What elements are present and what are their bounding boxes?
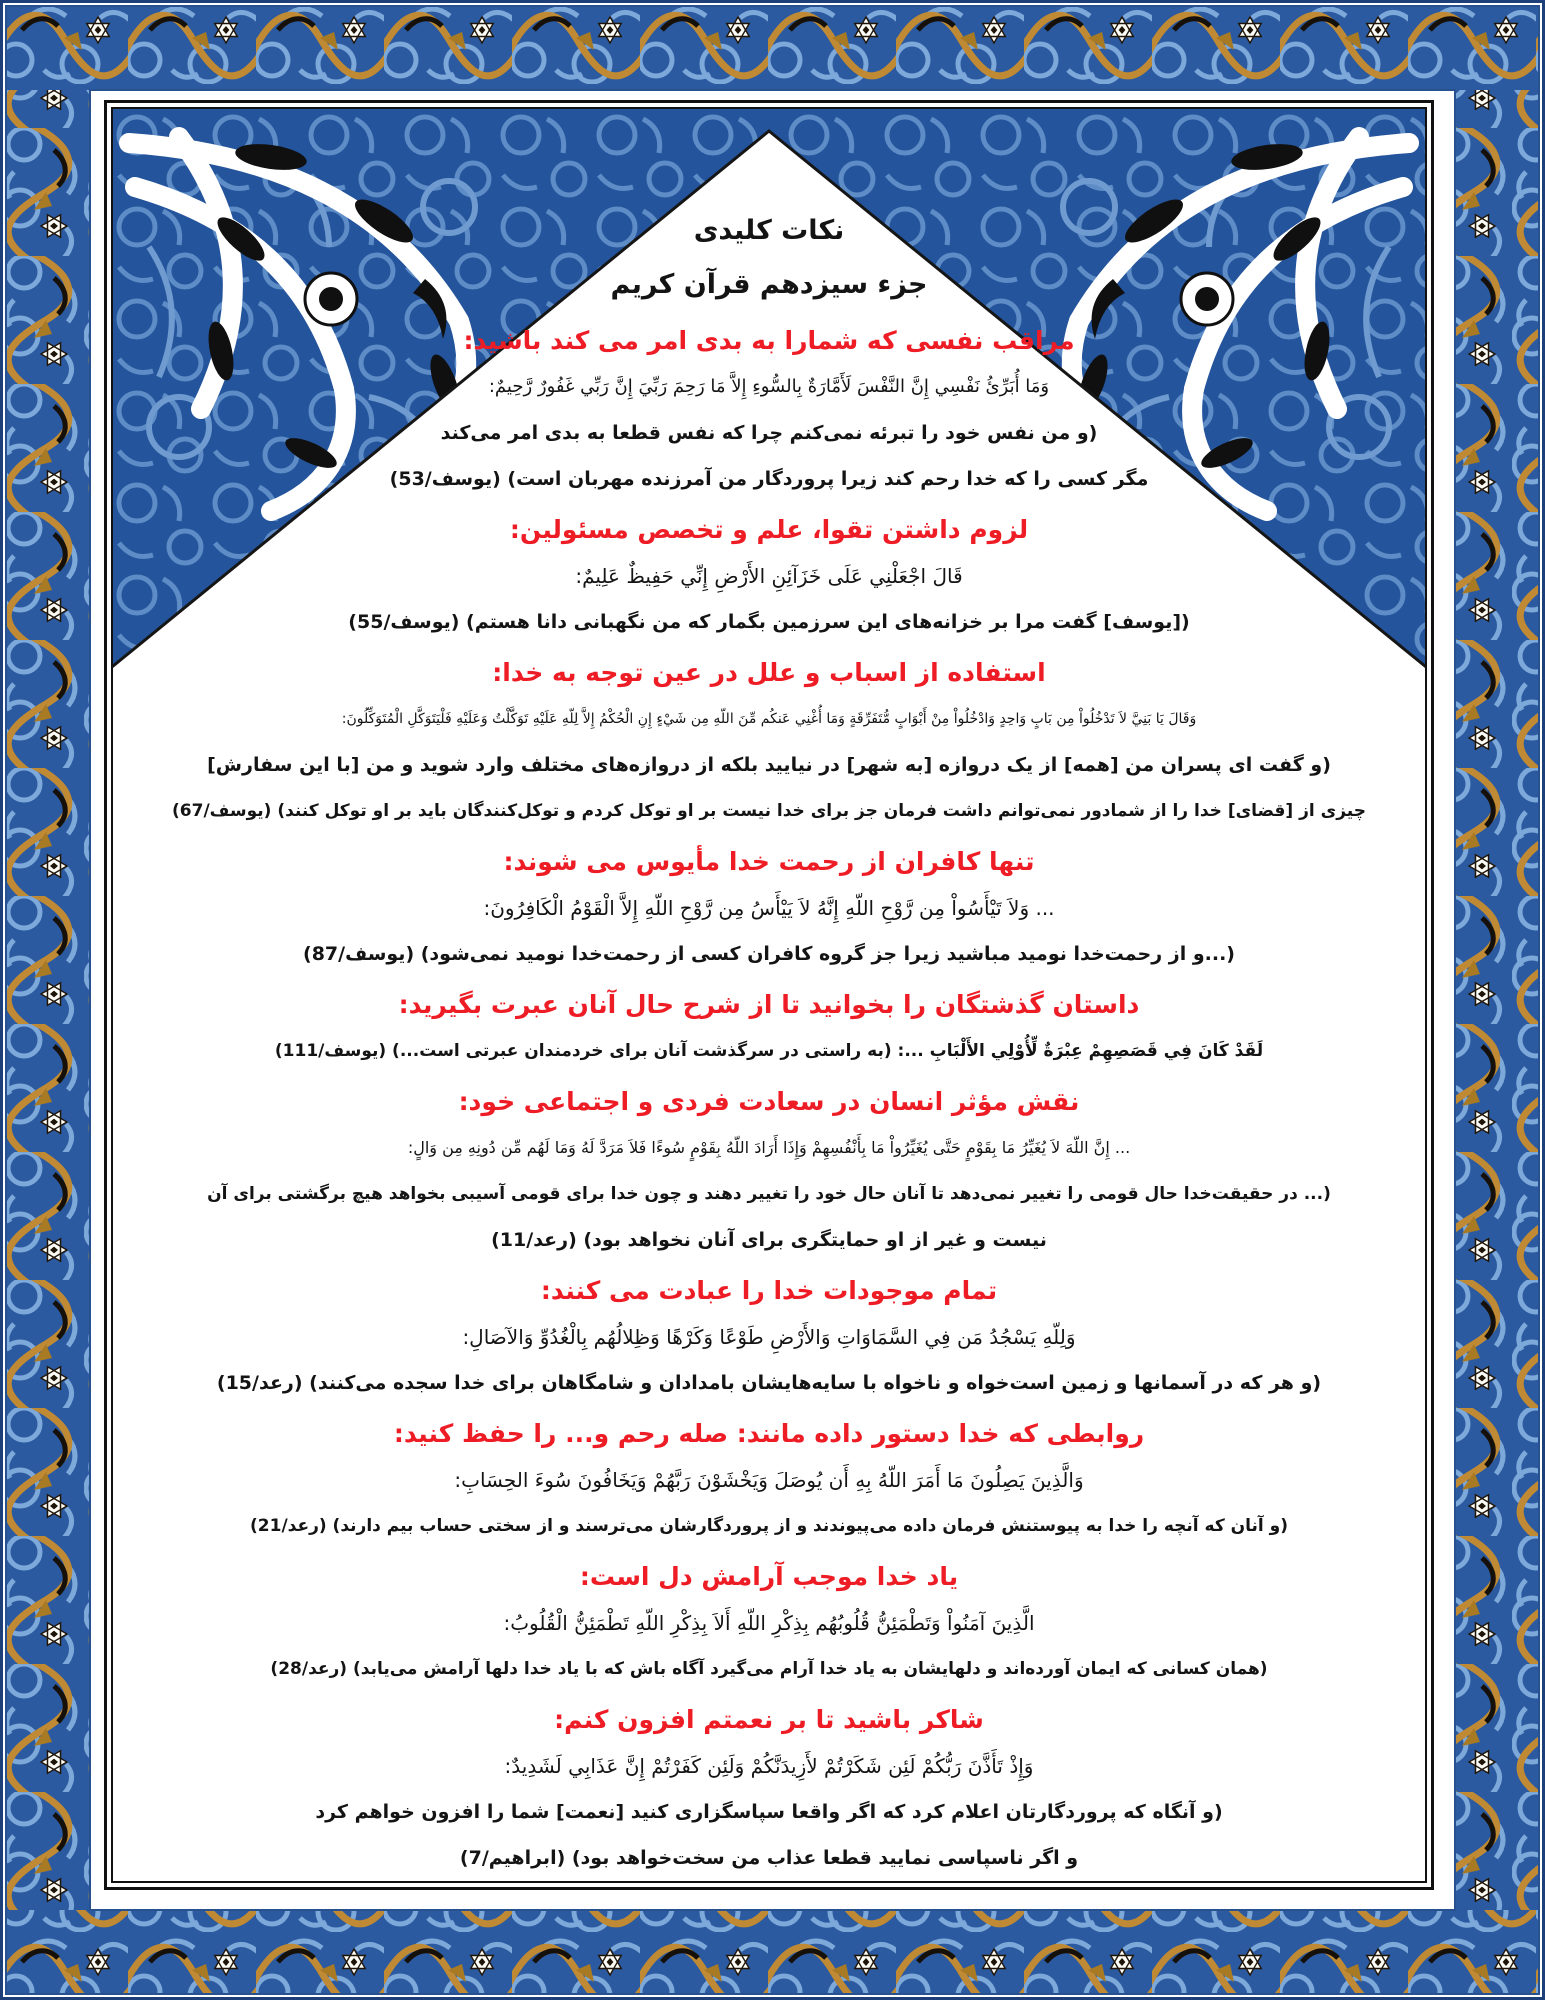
section-heading: لزوم داشتن تقوا، علم و تخصص مسئولین: [509,515,1029,544]
fa-line: (... در حقیقت‌خدا حال قومی را تغییر نمی‌دهد تا آنان حال خود را تغییر دهند و چون خدا برای قومی آسیبی بخواهد هیچ برگشتی برای آن [207,1184,1331,1204]
arabic-line: ... وَلاَ تَيْأَسُواْ مِن رَّوْحِ اللّهِ إِنَّهُ لاَ يَيْأَسُ مِن رَّوْحِ اللّهِ إِلاَّ الْقَوْمُ الْكَافِرُونَ: [483,896,1055,920]
arabic-line: وَإِذْ تَأَذَّنَ رَبُّكُمْ لَئِن شَكَرْتُمْ لأَزِيدَنَّكُمْ وَلَئِن كَفَرْتُمْ إِنَّ عَذَابِي لَشَدِيدٌ: [504,1754,1034,1778]
page-subtitle: جزء سیزدهم قرآن کریم [610,269,928,300]
section-8 [113,1411,1425,1549]
section-heading: داستان گذشتگان را بخوانید تا از شرح حال آنان عبرت بگیرید: [398,990,1140,1019]
arabic-line: ... إِنَّ اللّهَ لاَ يُغَيِّرُ مَا بِقَوْمٍ حَتَّى يُغَيِّرُواْ مَا بِأَنْفُسِهِمْ وَإِذَا أَرَادَ اللّهُ بِقَوْمٍ سُوءًا فَلاَ مَرَدَّ لَهُ وَمَا لَهُم مِّن دُونِهِ مِن وَالٍ: [407,1138,1131,1157]
content-panel [104,100,1434,1890]
fa-line: مگر کسی را که خدا رحم کند زیرا پروردگار من آمرزنده مهربان است) (یوسف/53) [389,468,1149,490]
section-5 [113,982,1425,1074]
section-heading: تنها کافران از رحمت خدا مأیوس می شوند: [503,847,1035,876]
section-2 [113,507,1425,645]
fa-line: (و گفت ای پسران من [همه] از یک دروازه [به شهر] در نیایید بلکه از دروازه‌های مختلف وارد شوید و من [با این سفارش] [207,754,1331,776]
fa-line: (و آنان که آنچه را خدا به پیوستنش فرمان داده می‌پیوندند و از پروردگارشان می‌ترسند و از سختی حساب بیم دارند) (رعد/21) [249,1516,1289,1536]
section-heading: یاد خدا موجب آرامش دل است: [579,1562,959,1591]
section-heading: مراقب نفسی که شمارا به بدی امر می کند باشید: [463,326,1075,355]
section-heading: شاکر باشید تا بر نعمتم افزون کنم: [554,1705,984,1734]
fa-line: (همان کسانی که ایمان آورده‌اند و دلهایشان به یاد خدا آرام می‌گیرد آگاه باش که با یاد خدا دلها آرامش می‌یابد) (رعد/28) [270,1659,1268,1679]
arabic-line: وَلِلّهِ يَسْجُدُ مَن فِي السَّمَاوَاتِ وَالأَرْضِ طَوْعًا وَكَرْهًا وَظِلالُهُم بِالْغُدُوِّ وَالآصَالِ: [462,1325,1076,1349]
fa-line: (و هر که در آسمانها و زمین است‌خواه و ناخواه با سایه‌هایشان بامدادان و شامگاهان برای خدا سجده می‌کنند) (رعد/15) [216,1372,1322,1394]
fa-line: (و آنگاه که پروردگارتان اعلام کرد که اگر واقعا سپاسگزاری کنید [نعمت] شما را افزون خواهم کرد [315,1801,1223,1823]
section-heading: نقش مؤثر انسان در سعادت فردی و اجتماعی خود: [458,1087,1080,1116]
section-4 [113,839,1425,977]
section-10 [113,1697,1425,1881]
section-heading: روابطی که خدا دستور داده مانند: صله رحم و... را حفظ کنید: [393,1419,1145,1448]
mixed-line: لَقَدْ كَانَ فِي قَصَصِهِمْ عِبْرَةٌ لِّأُوْلِي الأَلْبَابِ ...: (به راستی در سرگذشت آنان برای خردمندان عبرتی است...) (یوسف/111) [274,1041,1264,1061]
section-6 [113,1079,1425,1263]
arabic-line: قَالَ اجْعَلْنِي عَلَى خَزَآئِنِ الأَرْضِ إِنِّي حَفِيظٌ عَلِيمٌ: [575,564,963,588]
fa-line: و اگر ناسپاسی نمایید قطعا عذاب من سخت‌خواهد بود) (ابراهیم/7) [459,1847,1079,1869]
section-7 [113,1268,1425,1406]
fa-line: چیزی از [قضای] خدا را از شمادور نمی‌توانم داشت فرمان جز برای خدا نیست بر او توکل کردم و توکل‌کنندگان باید بر او توکل کنند) (یوسف/67) [171,801,1367,821]
fa-line: نیست و غیر از او حمایتگری برای آنان نخواهد بود) (رعد/11) [491,1229,1047,1251]
section-heading: استفاده از اسباب و علل در عین توجه به خدا: [492,658,1046,687]
section-1 [113,318,1425,502]
section-heading: تمام موجودات خدا را عبادت می کنند: [540,1276,998,1305]
arabic-line: الَّذِينَ آمَنُواْ وَتَطْمَئِنُّ قُلُوبُهُم بِذِكْرِ اللّهِ أَلاَ بِذِكْرِ اللّهِ تَطْمَئِنُّ الْقُلُوبُ: [503,1611,1035,1635]
text-content [113,109,1425,1881]
page-title: نکات کلیدی [693,215,845,246]
fa-line: (و من نفس خود را تبرئه نمی‌کنم چرا که نفس قطعا به بدی امر می‌کند [440,422,1098,444]
arabic-line: وَالَّذِينَ يَصِلُونَ مَا أَمَرَ اللّهُ بِهِ أَن يُوصَلَ وَيَخْشَوْنَ رَبَّهُمْ وَيَخَافُونَ سُوءَ الحِسَابِ: [454,1468,1084,1492]
fa-line: (...و از رحمت‌خدا نومید مباشید زیرا جز گروه کافران کسی از رحمت‌خدا نومید نمی‌شود) (یوسف/87) [303,943,1235,965]
fa-line: ([یوسف] گفت مرا بر خزانه‌های این سرزمین بگمار که من نگهبانی دانا هستم) (یوسف/55) [348,611,1190,633]
section-9 [113,1554,1425,1692]
arabic-line: وَقَالَ يَا بَنِيَّ لاَ تَدْخُلُواْ مِن بَابٍ وَاحِدٍ وَادْخُلُواْ مِنْ أَبْوَابٍ مُّتَفَرِّقَةٍ وَمَا أُغْنِي عَنكُم مِّنَ اللّهِ مِن شَيْءٍ إِنِ الْحُكْمُ إِلاَّ لِلّهِ عَلَيْهِ تَوَكَّلْتُ وَعَلَيْهِ فَلْيَتَوَكَّلِ الْمُتَوَكِّلُونَ: [341,711,1197,727]
sections [113,318,1425,1881]
content-panel-inner [111,107,1427,1883]
arabic-line: وَمَا أُبَرِّئُ نَفْسِي إِنَّ النَّفْسَ لَأَمَّارَةٌ بِالسُّوءِ إِلاَّ مَا رَحِمَ رَبِّيَ إِنَّ رَبِّي غَفُورٌ رَّحِيمٌ: [488,376,1050,397]
section-3 [113,650,1425,834]
